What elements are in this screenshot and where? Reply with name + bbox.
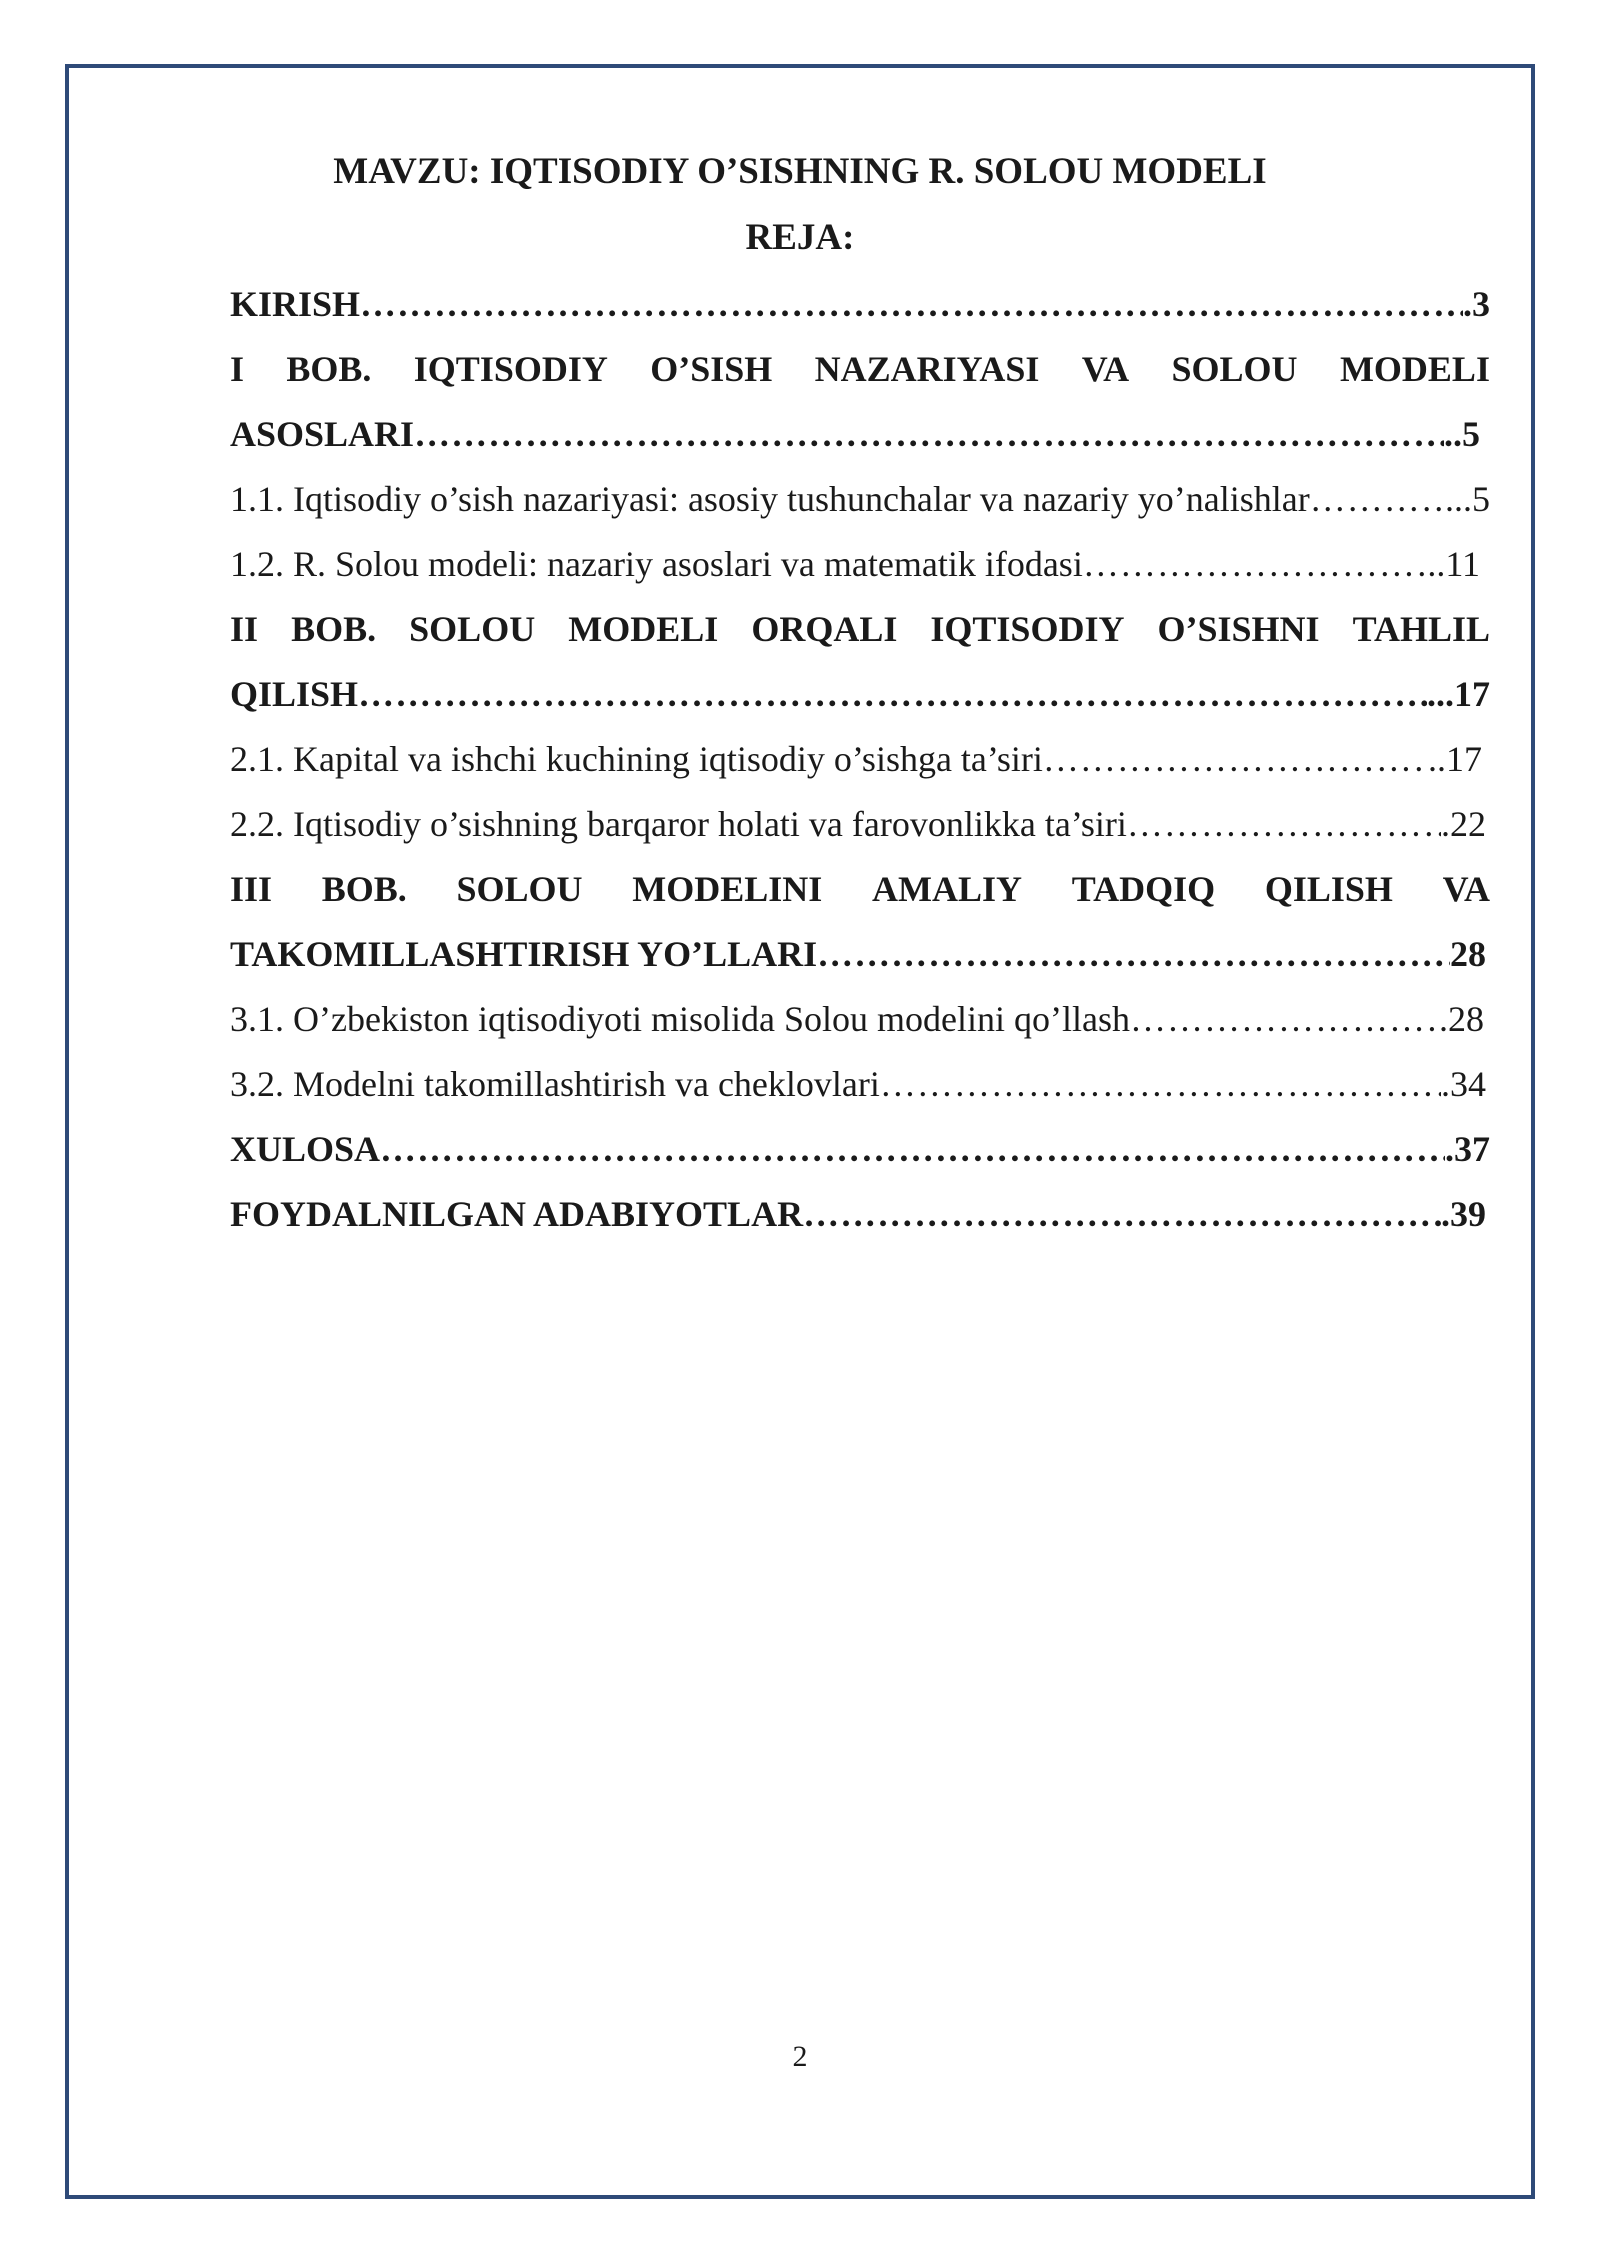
heading-word: TAHLIL <box>1352 609 1490 649</box>
dot-leader <box>1130 987 1439 1052</box>
dot-leader <box>358 662 1427 727</box>
toc-entry-xulosa[interactable] <box>230 1117 1490 1182</box>
toc-entry-page: .37 <box>1445 1129 1490 1169</box>
toc-entry-adabiyotlar[interactable] <box>230 1182 1486 1247</box>
heading-word: BOB. <box>321 869 407 909</box>
toc-entry-label: 3.1. O’zbekiston iqtisodiyoti misolida Solou modelini qo’llash <box>230 999 1130 1039</box>
dot-leader <box>360 272 1463 337</box>
heading-word: SOLOU <box>456 869 583 909</box>
heading-word: ORQALI <box>751 609 898 649</box>
document-title: MAVZU: IQTISODIY O’SISHNING R. SOLOU MODELI <box>333 151 1267 192</box>
heading-word: II <box>230 609 259 649</box>
heading-word: III <box>230 869 273 909</box>
heading-word: SOLOU <box>409 609 536 649</box>
toc-entry-label: TAKOMILLASHTIRISH YO’LLARI <box>230 934 818 974</box>
toc-entry-page: .39 <box>1441 1194 1486 1234</box>
dot-leader <box>380 1117 1445 1182</box>
heading-word: VA <box>1081 349 1130 389</box>
toc-entry-label: 1.1. Iqtisodiy o’sish nazariyasi: asosiy tushunchalar va nazariy yo’nalishlar <box>230 479 1310 519</box>
toc-entry-1-2[interactable] <box>230 532 1480 597</box>
toc-entry-page: .28 <box>1439 999 1484 1039</box>
dot-leader <box>1083 532 1428 597</box>
toc-entry-page: ..11 <box>1427 544 1480 584</box>
dot-leader <box>1310 467 1445 532</box>
plan-heading: REJA: <box>745 217 855 258</box>
dot-leader <box>817 922 1450 987</box>
toc-entry-bob2-line1[interactable] <box>230 597 1490 662</box>
toc-entry-page: ..5 <box>1444 414 1480 454</box>
toc-entry-3-2[interactable] <box>230 1052 1486 1117</box>
dot-leader <box>803 1182 1441 1247</box>
toc-entry-3-1[interactable] <box>230 987 1484 1052</box>
page-number: 2 <box>792 2040 808 2073</box>
toc-entry-label: 3.2. Modelni takomillashtirish va cheklovlari <box>230 1064 880 1104</box>
heading-word: MODELI <box>1339 349 1490 389</box>
heading-word: IQTISODIY <box>930 609 1125 649</box>
heading-word: QILISH <box>1264 869 1393 909</box>
heading-word: MODELINI <box>632 869 823 909</box>
toc-entry-kirish[interactable] <box>230 272 1490 337</box>
toc-entry-1-1[interactable] <box>230 467 1490 532</box>
toc-entry-label: QILISH <box>230 674 359 714</box>
toc-entry-label: KIRISH <box>230 284 361 324</box>
heading-word: TADQIQ <box>1071 869 1216 909</box>
toc-entry-bob2-line2[interactable] <box>230 662 1490 727</box>
toc-entry-label: FOYDALNILGAN ADABIYOTLAR <box>230 1194 804 1234</box>
toc-entry-label: 2.2. Iqtisodiy o’sishning barqaror holati va farovonlikka ta’siri <box>230 804 1127 844</box>
heading-word: VA <box>1442 869 1490 909</box>
toc-entry-page: 28 <box>1450 934 1486 974</box>
heading-word: BOB. <box>286 349 372 389</box>
toc-entry-page: .34 <box>1441 1064 1486 1104</box>
toc-entry-page: .22 <box>1441 804 1486 844</box>
toc-entry-page: .3 <box>1463 284 1490 324</box>
heading-word: AMALIY <box>872 869 1023 909</box>
toc-entry-2-2[interactable] <box>230 792 1486 857</box>
dot-leader <box>880 1052 1441 1117</box>
dot-leader <box>1127 792 1441 857</box>
heading-word: O’SISHNI <box>1157 609 1320 649</box>
heading-word: NAZARIYASI <box>814 349 1040 389</box>
heading-word: BOB. <box>291 609 377 649</box>
heading-word: SOLOU <box>1171 349 1298 389</box>
heading-word: IQTISODIY <box>413 349 608 389</box>
toc-entry-bob1-line1[interactable] <box>230 337 1490 402</box>
toc-entry-page: ..17 <box>1428 739 1482 779</box>
toc-entry-2-1[interactable] <box>230 727 1482 792</box>
dot-leader <box>1043 727 1428 792</box>
dot-leader <box>414 402 1444 467</box>
toc-entry-page: ...5 <box>1445 479 1490 519</box>
toc-entry-label: 2.1. Kapital va ishchi kuchining iqtisodiy o’sishga ta’siri <box>230 739 1043 779</box>
toc-entry-bob3-line1[interactable] <box>230 857 1490 922</box>
toc-entry-page: ...17 <box>1427 674 1490 714</box>
toc-entry-bob1-line2[interactable] <box>230 402 1480 467</box>
heading-word: I <box>230 349 245 389</box>
heading-word: MODELI <box>568 609 719 649</box>
toc-entry-label: ASOSLARI <box>230 414 415 454</box>
toc-entry-label: 1.2. R. Solou modeli: nazariy asoslari va matematik ifodasi <box>230 544 1083 584</box>
toc-entry-label: XULOSA <box>230 1129 381 1169</box>
toc-entry-bob3-line2[interactable] <box>230 922 1486 987</box>
heading-word: O’SISH <box>650 349 773 389</box>
